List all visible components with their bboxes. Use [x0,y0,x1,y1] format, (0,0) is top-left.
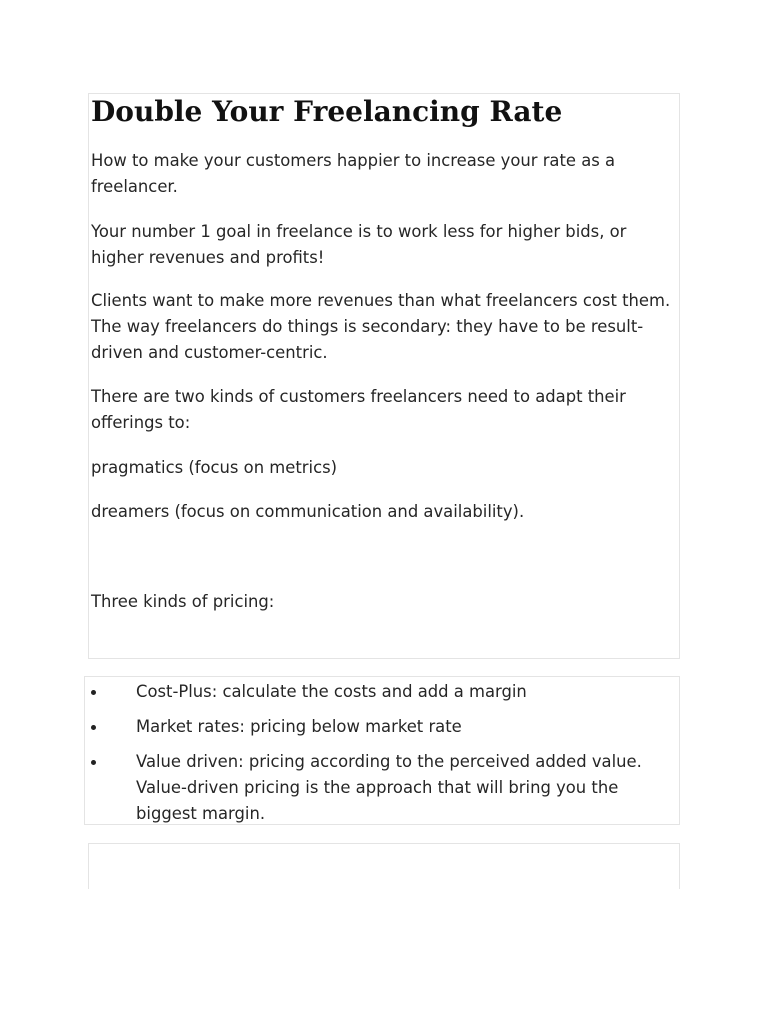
list-item [113,749,669,827]
list-item-text: Market rates: pricing below market rate [136,717,462,736]
article-section [88,93,680,659]
paragraph-clients: Clients want to make more revenues than what freelancers cost them. The way freelancers do things is secondary: they have to be result-driven and customer-centric. [91,291,671,362]
paragraph-pricing-intro: Three kinds of pricing: [91,592,275,611]
article-title: Double Your Freelancing Rate [91,95,563,128]
list-item [113,679,669,705]
pricing-list-section [84,676,680,825]
empty-section [88,843,680,889]
bullet-icon [91,725,96,730]
paragraph-dreamers: dreamers (focus on communication and availability). [91,502,525,521]
paragraph-intro: How to make your customers happier to increase your rate as a freelancer. [91,151,616,196]
bullet-icon [91,760,96,765]
bullet-icon [91,690,96,695]
paragraph-pragmatics: pragmatics (focus on metrics) [91,458,338,477]
list-item-text: Value driven: pricing according to the perceived added value. Value-driven pricing is the approach that will bring you the biggest margin. [136,752,642,823]
paragraph-customer-kinds: There are two kinds of customers freelancers need to adapt their offerings to: [91,387,626,432]
list-item [113,714,669,740]
list-item-text: Cost-Plus: calculate the costs and add a margin [136,682,527,701]
paragraph-goal: Your number 1 goal in freelance is to work less for higher bids, or higher revenues and profits! [91,222,627,267]
